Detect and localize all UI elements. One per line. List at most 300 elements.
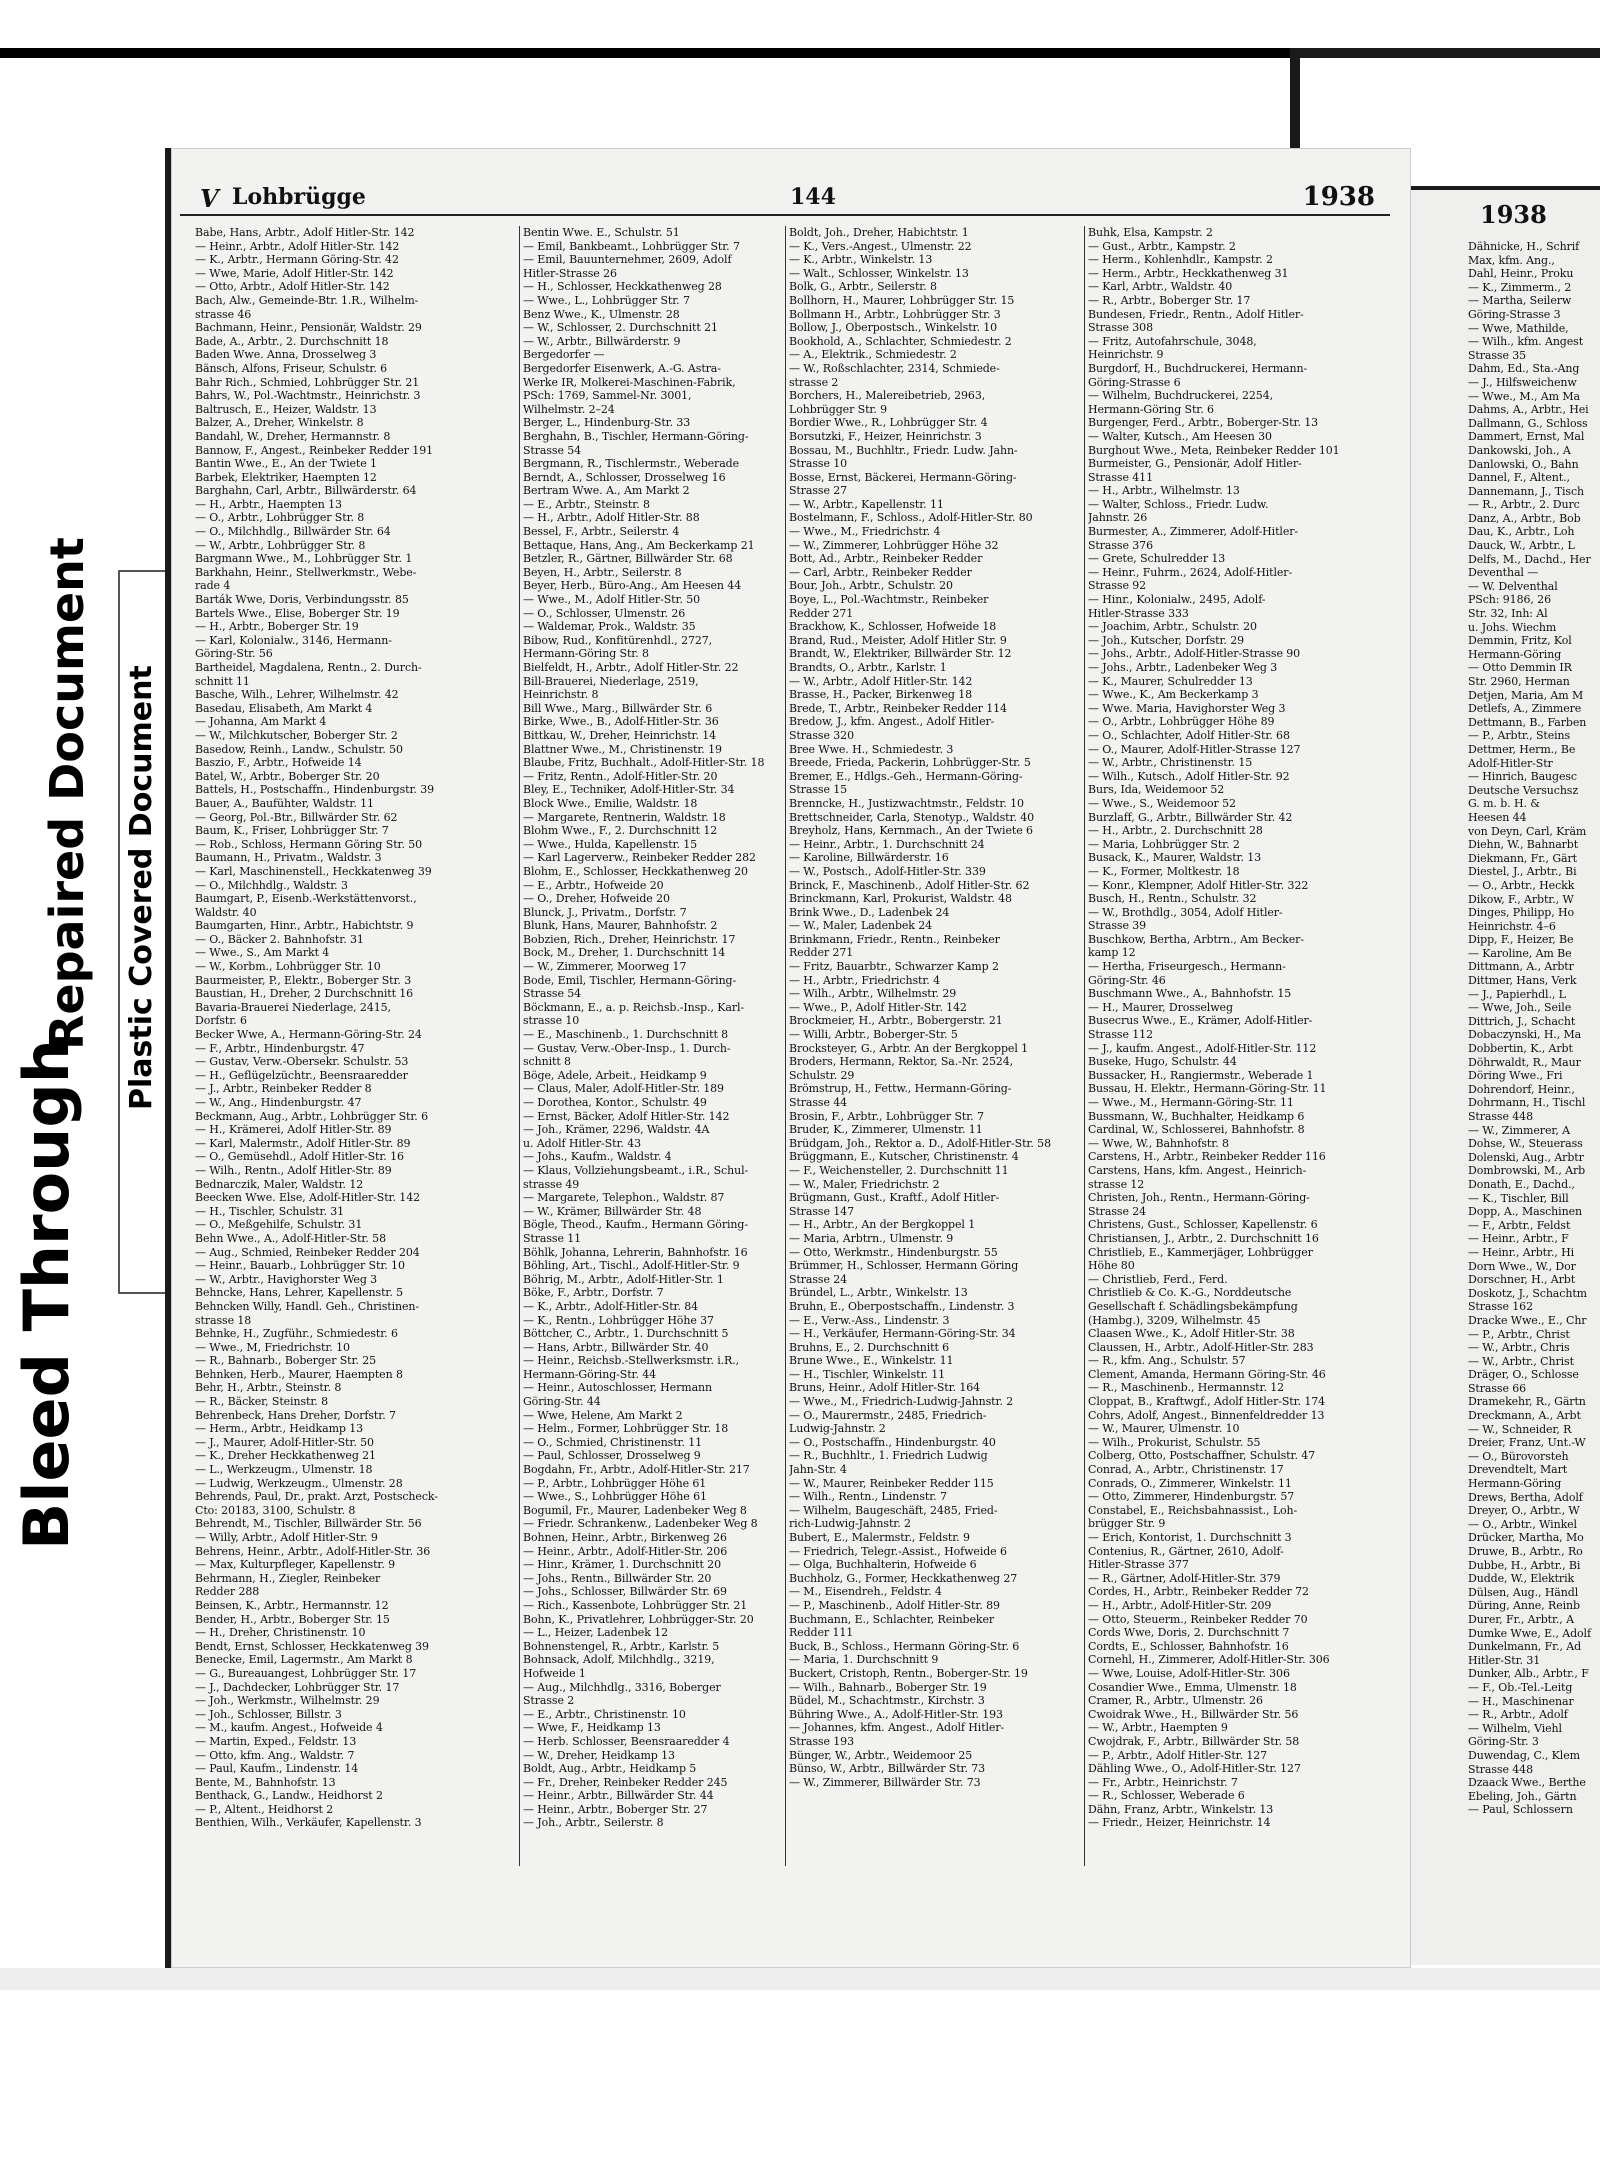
directory-entry: Behrmann, H., Ziegler, Reinbeker	[195, 1571, 381, 1585]
facing-page-entry: Dahl, Heinr., Proku	[1468, 267, 1574, 281]
directory-entry: — W., Maler, Friedrichstr. 2	[789, 1177, 940, 1191]
facing-page-entry: — P., Arbtr., Christ	[1468, 1327, 1570, 1341]
directory-entry: Brettschneider, Carla, Stenotyp., Waldstr. 40	[789, 810, 1035, 824]
directory-entry: — K., Arbtr., Adolf-Hitler-Str. 84	[523, 1299, 699, 1313]
facing-page-entry: — R., Arbtr., 2. Durc	[1468, 498, 1580, 512]
directory-entry: Breyholz, Hans, Kernmach., An der Twiete 6	[789, 824, 1033, 838]
facing-page-entry: Strasse 448	[1468, 1110, 1533, 1123]
directory-entry: Göring-Str. 56	[195, 647, 273, 661]
directory-entry: — Martin, Exped., Feldstr. 13	[195, 1734, 357, 1748]
facing-page-entry: — Martha, Seilerw	[1468, 294, 1572, 308]
facing-page-entry: Dräger, O., Schlosse	[1468, 1368, 1579, 1382]
directory-entry: Becker Wwe, A., Hermann-Göring-Str. 24	[195, 1028, 422, 1042]
directory-entry: Behrens, Heinr., Arbtr., Adolf-Hitler-Str. 36	[195, 1544, 431, 1558]
directory-entry: — Maria, Lohbrügger Str. 2	[1088, 837, 1240, 851]
directory-entry: — Hans, Arbtr., Billwärder Str. 40	[523, 1340, 709, 1354]
directory-entry: — O., Milchhdlg., Billwärder Str. 64	[195, 525, 391, 539]
facing-page-entry: Dittrich, J., Schacht	[1468, 1014, 1576, 1028]
facing-page-entry: Dorschner, H., Arbt	[1468, 1273, 1576, 1287]
facing-page-entry: — Paul, Schlossern	[1468, 1803, 1573, 1817]
facing-page-entry: — Wilh., kfm. Angest	[1468, 335, 1584, 349]
directory-entry: Bauer, A., Baufühter, Waldstr. 11	[195, 796, 374, 810]
facing-page-entry: — Hinrich, Baugesc	[1468, 770, 1577, 784]
directory-entry: strasse 18	[195, 1313, 252, 1327]
directory-entry: Claasen Wwe., K., Adolf Hitler-Str. 38	[1088, 1327, 1295, 1341]
directory-entry: Hermann-Göring Str. 6	[1088, 402, 1214, 416]
directory-entry: Strasse 24	[1088, 1204, 1147, 1218]
directory-entry: — H., Verkäufer, Hermann-Göring-Str. 34	[789, 1327, 1016, 1341]
directory-entry: Schulstr. 29	[789, 1068, 855, 1082]
directory-entry: Bohn, K., Privatlehrer, Lohbrügger-Str. 20	[523, 1612, 754, 1626]
directory-entry: strasse 46	[195, 307, 252, 321]
directory-entry: — H., Arbtr., An der Bergkoppel 1	[789, 1218, 976, 1232]
directory-entry: Hitler-Strasse 377	[1088, 1558, 1189, 1572]
directory-entry: — Emil, Bauunternehmer, 2609, Adolf	[523, 253, 732, 267]
directory-entry: — Konr., Klempner, Adolf Hitler-Str. 322	[1088, 878, 1309, 892]
directory-entry: — Otto, Werkmstr., Hindenburgstr. 55	[789, 1245, 998, 1259]
directory-entry: Basedow, Reinh., Landw., Schulstr. 50	[195, 742, 403, 756]
facing-page-entry: Drevendtelt, Mart	[1468, 1463, 1568, 1477]
directory-entry: — Ludwig, Werkzeugm., Ulmenstr. 28	[195, 1476, 403, 1490]
facing-page-entry: Str. 32, Inh: Al	[1468, 607, 1548, 621]
facing-page-entry: Dumke Wwe, E., Adolf	[1468, 1626, 1591, 1640]
directory-entry: Bley, E., Techniker, Adolf-Hitler-Str. 34	[523, 783, 735, 797]
directory-entry: Basche, Wilh., Lehrer, Wilhelmstr. 42	[195, 688, 399, 702]
bleed-through-label: Bleed Through	[10, 1039, 83, 1550]
directory-entry: — Helm., Former, Lohbrügger Str. 18	[523, 1422, 729, 1436]
directory-entry: — H., Arbtr., Friedrichstr. 4	[789, 973, 940, 987]
directory-entry: Bahrs, W., Pol.-Wachtmstr., Heinrichstr. 3	[195, 389, 421, 403]
directory-entry: — Otto, kfm. Ang., Waldstr. 7	[195, 1748, 355, 1762]
directory-entry: — H., Arbtr., Adolf-Hitler-Str. 209	[1088, 1598, 1272, 1612]
directory-entry: Cornehl, H., Zimmerer, Adolf-Hitler-Str. 306	[1088, 1653, 1330, 1667]
directory-entry: — Wwe., M., Friedrichstr. 4	[789, 525, 941, 539]
directory-entry: — Wwe, Helene, Am Markt 2	[523, 1408, 683, 1422]
directory-entry: — J., kaufm. Angest., Adolf-Hitler-Str. 112	[1088, 1041, 1317, 1055]
directory-entry: — W., Arbtr., Kapellenstr. 11	[789, 497, 944, 511]
facing-page-entry: Strasse 162	[1468, 1300, 1533, 1314]
directory-entry: Strasse 10	[789, 457, 848, 471]
directory-entry: — O., Postschaffn., Hindenburgstr. 40	[789, 1435, 996, 1449]
directory-entry: Böke, F., Arbtr., Dorfstr. 7	[523, 1286, 664, 1300]
directory-entry: Basedau, Elisabeth, Am Markt 4	[195, 701, 373, 715]
directory-entry: — H., Schlosser, Heckkathenweg 28	[523, 280, 722, 294]
directory-entry: — Heinr., Arbtr., Billwärder Str. 44	[523, 1789, 714, 1803]
directory-entry: — Wwe., M, Friedrichstr. 10	[195, 1340, 350, 1354]
facing-page-entry: Dreier, Franz, Unt.-W	[1468, 1436, 1586, 1450]
directory-entry: Bobzien, Rich., Dreher, Heinrichstr. 17	[523, 932, 736, 946]
directory-entry: — Karl, Kolonialw., 3146, Hermann-	[195, 633, 392, 647]
directory-entry: Constabel, E., Reichsbahnassist., Loh-	[1088, 1503, 1298, 1517]
directory-entry: Bavaria-Brauerei Niederlage, 2415,	[195, 1000, 391, 1014]
directory-entry: strasse 49	[523, 1177, 580, 1191]
directory-entry: Contenius, R., Gärtner, 2610, Adolf-	[1088, 1544, 1284, 1558]
directory-entry: Bendt, Ernst, Schlosser, Heckkatenweg 39	[195, 1639, 429, 1653]
directory-entry: Brügmann, Gust., Kraftf., Adolf Hitler-	[789, 1191, 1000, 1205]
directory-entry: — Joh., Kutscher, Dorfstr. 29	[1088, 633, 1245, 647]
directory-entry: — J., Maurer, Adolf-Hitler-Str. 50	[195, 1435, 374, 1449]
directory-entry: Cohrs, Adolf, Angest., Binnenfeldredder 13	[1088, 1408, 1325, 1422]
directory-entry: Bossau, M., Buchhltr., Friedr. Ludw. Jahn-	[789, 443, 1018, 457]
directory-entry: Bock, M., Dreher, 1. Durchschnitt 14	[523, 946, 726, 960]
directory-entry: Hitler-Strasse 333	[1088, 606, 1189, 620]
directory-entry: Broders, Hermann, Rektor, Sa.-Nr. 2524,	[789, 1055, 1014, 1069]
directory-entry: — Rob., Schloss, Hermann Göring Str. 50	[195, 837, 423, 851]
directory-entry: — E., Arbtr., Christinenstr. 10	[523, 1707, 686, 1721]
facing-page-entry: Dannemann, J., Tisch	[1468, 484, 1584, 498]
directory-entry: Strasse 147	[789, 1204, 854, 1218]
directory-entry: — Fritz, Bauarbtr., Schwarzer Kamp 2	[789, 960, 999, 974]
facing-page-entry: Düring, Anne, Reinb	[1468, 1599, 1580, 1613]
facing-page-entry: Dombrowski, M., Arb	[1468, 1164, 1586, 1178]
directory-entry: — Wilhelm, Baugeschäft, 2485, Fried-	[789, 1503, 998, 1517]
directory-entry: — Ernst, Bäcker, Adolf Hitler-Str. 142	[523, 1109, 730, 1123]
directory-entry: — Willy, Arbtr., Adolf Hitler-Str. 9	[195, 1531, 378, 1544]
directory-entry: — Erich, Kontorist, 1. Durchschnitt 3	[1088, 1531, 1292, 1544]
directory-entry: Bussau, H. Elektr., Hermann-Göring-Str. 11	[1088, 1082, 1327, 1096]
directory-entry: Blattner Wwe., M., Christinenstr. 19	[523, 742, 722, 756]
directory-entry: — Johs., Arbtr., Adolf-Hitler-Strasse 90	[1088, 647, 1301, 661]
directory-entry: Brüggmann, E., Kutscher, Christinenstr. 4	[789, 1150, 1019, 1164]
directory-entry: — H., Dreher, Christinenstr. 10	[195, 1626, 366, 1640]
facing-page-entry: Strasse 448	[1468, 1762, 1533, 1776]
directory-entry: — H., Geflügelzüchtr., Beensraaredder	[195, 1068, 408, 1082]
directory-entry: Strasse 44	[789, 1096, 848, 1109]
directory-entry: Hitler-Strasse 26	[523, 266, 617, 280]
facing-page-entry: Dettmann, B., Farben	[1468, 715, 1587, 729]
directory-entry: Balzer, A., Dreher, Winkelstr. 8	[195, 416, 364, 430]
directory-entry: — Christlieb, Ferd., Ferd.	[1088, 1272, 1228, 1286]
directory-entry: Bremer, E., Hdlgs.-Geh., Hermann-Göring-	[789, 769, 1023, 783]
facing-page-entry: Strasse 35	[1468, 348, 1527, 362]
facing-page-entry: Strasse 66	[1468, 1381, 1527, 1395]
directory-entry: Strasse 320	[789, 728, 854, 742]
directory-entry: Brackhow, K., Schlosser, Hofweide 18	[789, 620, 997, 634]
directory-entry: Gesellschaft f. Schädlingsbekämpfung	[1088, 1299, 1298, 1313]
page-header	[180, 178, 1390, 216]
directory-entry: Busack, K., Maurer, Waldstr. 13	[1088, 851, 1262, 865]
facing-page-entry: — Wwe, Mathilde,	[1468, 321, 1569, 335]
directory-entry: — Wilh., Rentn., Lindenstr. 7	[789, 1490, 947, 1504]
facing-page-entry: Dannel, F., Altent.,	[1468, 471, 1570, 485]
directory-entry: — Friedr. Schrankenw., Ladenbeker Weg 8	[523, 1517, 758, 1531]
directory-entry: — Maria, Arbtrn., Ulmenstr. 9	[789, 1231, 954, 1245]
directory-entry: Bour, Joh., Arbtr., Schulstr. 20	[789, 579, 953, 593]
directory-entry: — R., Bäcker, Steinstr. 8	[195, 1395, 328, 1409]
directory-entry: Benthack, G., Landw., Heidhorst 2	[195, 1789, 383, 1803]
directory-entry: Böttcher, C., Arbtr., 1. Durchschnitt 5	[523, 1327, 729, 1341]
directory-entry: Cosandier Wwe., Emma, Ulmenstr. 18	[1088, 1680, 1297, 1694]
directory-entry: Strasse 112	[1088, 1028, 1153, 1042]
directory-entry: — Emil, Bankbeamt., Lohbrügger Str. 7	[523, 239, 740, 253]
directory-entry: — Friedrich, Telegr.-Assist., Hofweide 6	[789, 1544, 1007, 1558]
directory-entry: — Claus, Maler, Adolf-Hitler-Str. 189	[523, 1082, 724, 1096]
directory-entry: Beyen, H., Arbtr., Seilerstr. 8	[523, 565, 682, 579]
directory-entry: — Carl, Arbtr., Reinbeker Redder	[789, 565, 972, 579]
directory-entry: Böckmann, E., a. p. Reichsb.-Insp., Karl-	[523, 1000, 745, 1014]
directory-entry: Strasse 411	[1088, 470, 1153, 484]
directory-entry: Höhe 80	[1088, 1259, 1135, 1273]
directory-entry: Bergmann, R., Tischlermstr., Weberade	[523, 457, 740, 471]
directory-entry: Burgdorf, H., Buchdruckerei, Hermann-	[1088, 361, 1308, 375]
directory-entry: Göring-Str. 46	[1088, 973, 1166, 987]
directory-entry: Christen, Joh., Rentn., Hermann-Göring-	[1088, 1191, 1310, 1205]
directory-entry: Behncke, Hans, Lehrer, Kapellenstr. 5	[195, 1286, 404, 1300]
directory-entry: Bode, Emil, Tischler, Hermann-Göring-	[523, 973, 737, 987]
facing-page-entry: Dohrendorf, Heinr.,	[1468, 1082, 1575, 1096]
facing-page-entry: Danz, A., Arbtr., Bob	[1468, 511, 1581, 525]
directory-entry: schnitt 8	[523, 1055, 571, 1069]
directory-entry: — P., Arbtr., Lohbrügger Höhe 61	[523, 1476, 707, 1490]
facing-page-entry: — Heinr., Arbtr., F	[1468, 1232, 1569, 1246]
directory-entry: — Max, Kulturpfleger, Kapellenstr. 9	[195, 1558, 396, 1572]
directory-entry: Burs, Ida, Weidemoor 52	[1088, 783, 1225, 797]
facing-page-entry: Deventhal —	[1468, 566, 1539, 580]
directory-entry: Brandts, O., Arbtr., Karlstr. 1	[789, 661, 947, 674]
facing-page-entry: Dammert, Ernst, Mal	[1468, 430, 1585, 444]
directory-entry: — Herm., Arbtr., Heckkathenweg 31	[1088, 266, 1289, 280]
directory-entry: — O., Arbtr., Lohbrügger Str. 8	[195, 511, 365, 525]
directory-entry: — Margarete, Rentnerin, Waldstr. 18	[523, 810, 726, 824]
directory-entry: Borsutzki, F., Heizer, Heinrichstr. 3	[789, 429, 982, 443]
directory-entry: — Johs., Kaufm., Waldstr. 4	[523, 1150, 672, 1164]
directory-entry: Bohnenstengel, R., Arbtr., Karlstr. 5	[523, 1639, 720, 1653]
directory-entry: — Heinr., Autoschlosser, Hermann	[523, 1381, 713, 1395]
directory-entry: Bielfeldt, H., Arbtr., Adolf Hitler-Str. 22	[523, 661, 739, 674]
directory-entry: Behn Wwe., A., Adolf-Hitler-Str. 58	[195, 1231, 386, 1245]
directory-entry: — O., Schlosser, Ulmenstr. 26	[523, 606, 686, 620]
directory-entry: Carstens, H., Arbtr., Reinbeker Redder 116	[1088, 1150, 1326, 1164]
directory-entry: — Wilhelm, Buchdruckerei, 2254,	[1088, 389, 1273, 403]
directory-entry: Bogdahn, Fr., Arbtr., Adolf-Hitler-Str. 217	[523, 1463, 750, 1477]
directory-entry: Behrendt, M., Tischler, Billwärder Str. 56	[195, 1517, 422, 1531]
directory-entry: Böhlk, Johanna, Lehrerin, Bahnhofstr. 16	[523, 1245, 748, 1259]
directory-entry: — Herm., Kohlenhdlr., Kampstr. 2	[1088, 253, 1273, 267]
directory-entry: — Gust., Arbtr., Kampstr. 2	[1088, 239, 1236, 253]
directory-entry: — J., Dachdecker, Lohbrügger Str. 17	[195, 1680, 400, 1694]
directory-entry: — Hinr., Krämer, 1. Durchschnitt 20	[523, 1558, 721, 1572]
directory-entry: Hermann-Göring-Str. 44	[523, 1367, 657, 1381]
facing-page-entry: Drücker, Martha, Mo	[1468, 1531, 1584, 1545]
directory-entry: Bargmann Wwe., M., Lohbrügger Str. 1	[195, 552, 413, 566]
facing-page-entry: — O., Bürovorsteh	[1468, 1449, 1569, 1463]
directory-entry: Bundesen, Friedr., Rentn., Adolf Hitler-	[1088, 307, 1304, 321]
directory-entry: — Karl, Maschinenstell., Heckkatenweg 39	[195, 864, 432, 878]
directory-entry: — F., Arbtr., Hindenburgstr. 47	[195, 1041, 365, 1055]
directory-entry: (Hambg.), 3209, Wilhelmstr. 45	[1088, 1313, 1261, 1327]
directory-entry: Bergedorfer Eisenwerk, A.-G. Astra-	[523, 361, 721, 375]
directory-column-4	[1088, 226, 1383, 1866]
directory-entry: — K., Dreher Heckkathenweg 21	[195, 1449, 376, 1463]
directory-entry: — W., Zimmerer, Lohbrügger Höhe 32	[789, 538, 999, 552]
directory-entry: Behrenbeck, Hans Dreher, Dorfstr. 7	[195, 1408, 396, 1422]
directory-entry: — O., Schmied, Christinenstr. 11	[523, 1435, 703, 1449]
directory-entry: u. Adolf Hitler-Str. 43	[523, 1136, 642, 1150]
facing-page-entry: Dzaack Wwe., Berthe	[1468, 1776, 1586, 1790]
directory-entry: Jahnstr. 26	[1088, 511, 1148, 525]
facing-page-entry: Detlefs, A., Zimmere	[1468, 702, 1582, 716]
facing-page-entry: Döring Wwe., Fri	[1468, 1069, 1563, 1083]
directory-entry: — Karl, Malermstr., Adolf Hitler-Str. 89	[195, 1136, 411, 1150]
directory-entry: Hofweide 1	[523, 1666, 586, 1680]
facing-page-entry: Donath, E., Dachd.,	[1468, 1177, 1575, 1191]
directory-entry: — Fr., Arbtr., Heinrichstr. 7	[1088, 1775, 1238, 1789]
directory-entry: — W., Maurer, Reinbeker Redder 115	[789, 1476, 994, 1490]
directory-entry: Cordes, H., Arbtr., Reinbeker Redder 72	[1088, 1585, 1309, 1599]
facing-page-entry: Diestel, J., Arbtr., Bi	[1468, 865, 1577, 879]
directory-entry: Bruhn, E., Oberpostschaffn., Lindenstr. 3	[789, 1299, 1015, 1313]
directory-entry: — W., Zimmerer, Billwärder Str. 73	[789, 1775, 981, 1789]
directory-entry: — Johanna, Am Markt 4	[195, 715, 327, 729]
facing-page-entry: Druwe, B., Arbtr., Ro	[1468, 1545, 1583, 1558]
directory-entry: — Joh., Krämer, 2296, Waldstr. 4A	[523, 1123, 710, 1137]
directory-entry: — W., Arbtr., Lohbrügger Str. 8	[195, 538, 366, 552]
directory-entry: Strasse 54	[523, 987, 582, 1001]
facing-page-entry: Göring-Str. 3	[1468, 1735, 1539, 1749]
directory-entry: — Wilh., Prokurist, Schulstr. 55	[1088, 1435, 1261, 1449]
directory-entry: Böhrig, M., Arbtr., Adolf-Hitler-Str. 1	[523, 1272, 724, 1286]
directory-entry: Clement, Amanda, Hermann Göring-Str. 46	[1088, 1367, 1326, 1381]
directory-entry: — W., Korbm., Lohbrügger Str. 10	[195, 960, 381, 974]
directory-entry: Bogumil, Fr., Maurer, Ladenbeker Weg 8	[523, 1503, 747, 1517]
directory-entry: Brinkmann, Friedr., Rentn., Reinbeker	[789, 932, 1000, 946]
directory-entry: Bednarczik, Maler, Waldstr. 12	[195, 1177, 364, 1191]
facing-page-entry: — H., Maschinenar	[1468, 1694, 1574, 1708]
directory-entry: Baumgart, P., Eisenb.-Werkstättenvorst.,	[195, 892, 417, 906]
directory-entry: Burgenger, Ferd., Arbtr., Boberger-Str. 13	[1088, 416, 1319, 430]
directory-entry: Bohnen, Heinr., Arbtr., Birkenweg 26	[523, 1531, 727, 1544]
directory-entry: — H., Arbtr., 2. Durchschnitt 28	[1088, 824, 1263, 838]
directory-column-2	[523, 226, 818, 1866]
directory-entry: — H., Tischler, Winkelstr. 11	[789, 1367, 946, 1381]
directory-entry: — A., Elektrik., Schmiedestr. 2	[789, 348, 957, 362]
directory-entry: — F., Weichensteller, 2. Durchschnitt 11	[789, 1163, 1009, 1177]
directory-entry: Bordier Wwe., R., Lohbrügger Str. 4	[789, 416, 988, 430]
directory-entry: — Heinr., Arbtr., Boberger Str. 27	[523, 1802, 708, 1816]
directory-entry: Bartheidel, Magdalena, Rentn., 2. Durch-	[195, 661, 422, 674]
directory-entry: Bender, H., Arbtr., Boberger Str. 15	[195, 1612, 390, 1626]
directory-entry: Lohbrügger Str. 9	[789, 402, 888, 416]
directory-entry: — Walter, Schloss., Friedr. Ludw.	[1088, 497, 1269, 511]
directory-entry: — K., Maurer, Schulredder 13	[1088, 674, 1253, 688]
directory-entry: Burzlaff, G., Arbtr., Billwärder Str. 42	[1088, 810, 1293, 824]
directory-entry: Blohm Wwe., F., 2. Durchschnitt 12	[523, 824, 718, 838]
directory-entry: Bruder, K., Zimmerer, Ulmenstr. 11	[789, 1123, 983, 1137]
directory-entry: Benthien, Wilh., Verkäufer, Kapellenstr. 3	[195, 1816, 422, 1830]
facing-page-entry: Dülsen, Aug., Händl	[1468, 1585, 1579, 1599]
facing-page-entry: — Otto Demmin IR	[1468, 661, 1572, 675]
facing-page-entry: Doskotz, J., Schachtm	[1468, 1286, 1587, 1300]
directory-entry: Bantin Wwe., E., An der Twiete 1	[195, 457, 377, 471]
directory-entry: — W., Arbtr., Billwärderstr. 9	[523, 334, 681, 348]
directory-entry: — Wwe., M., Friedrich-Ludwig-Jahnstr. 2	[789, 1395, 1014, 1409]
directory-entry: — H., Krämerei, Adolf Hitler-Str. 89	[195, 1123, 392, 1137]
facing-page-entry: Dohrmann, H., Tischl	[1468, 1096, 1586, 1110]
facing-page-entry: — W., Schneider, R	[1468, 1422, 1572, 1436]
directory-entry: rich-Ludwig-Jahnstr. 2	[789, 1517, 911, 1531]
facing-page-entry: Heinrichstr. 4–6	[1468, 919, 1556, 933]
directory-entry: — P., Altent., Heidhorst 2	[195, 1802, 334, 1816]
facing-page-entry: — R., Arbtr., Adolf	[1468, 1708, 1568, 1722]
directory-entry: Jahn-Str. 4	[789, 1463, 847, 1477]
directory-entry: — Fritz, Autofahrschule, 3048,	[1088, 334, 1257, 348]
directory-entry: Bittkau, W., Dreher, Heinrichstr. 14	[523, 728, 717, 742]
directory-entry: — K., Arbtr., Winkelstr. 13	[789, 253, 933, 267]
directory-entry: — Fritz, Rentn., Adolf-Hitler-Str. 20	[523, 769, 718, 783]
directory-entry: — R., Maschinenb., Hermannstr. 12	[1088, 1381, 1285, 1395]
facing-page-entry: — P., Arbtr., Steins	[1468, 729, 1571, 743]
directory-entry: — Paul, Kaufm., Lindenstr. 14	[195, 1762, 359, 1776]
directory-entry: Cords Wwe, Doris, 2. Durchschnitt 7	[1088, 1626, 1290, 1640]
directory-entry: — P., Maschinenb., Adolf Hitler-Str. 89	[789, 1598, 1000, 1612]
directory-entry: Christens, Gust., Schlosser, Kapellenstr. 6	[1088, 1218, 1318, 1232]
directory-entry: Werke IR, Molkerei-Maschinen-Fabrik,	[523, 375, 736, 389]
directory-entry: Cordts, E., Schlosser, Bahnhofstr. 16	[1088, 1639, 1289, 1653]
facing-page-entry: Duwendag, C., Klem	[1468, 1748, 1580, 1762]
directory-entry: — Heinr., Fuhrm., 2624, Adolf-Hitler-	[1088, 565, 1293, 579]
directory-entry: Buschmann Wwe., A., Bahnhofstr. 15	[1088, 987, 1292, 1001]
directory-entry: Burmeister, G., Pensionär, Adolf Hitler-	[1088, 457, 1302, 471]
directory-entry: Bandahl, W., Dreher, Hermannstr. 8	[195, 429, 391, 443]
directory-entry: Baden Wwe. Anna, Drosselweg 3	[195, 348, 377, 362]
directory-entry: Strasse 92	[1088, 579, 1147, 593]
directory-entry: — P., Arbtr., Adolf Hitler-Str. 127	[1088, 1748, 1268, 1762]
directory-entry: Hermann-Göring Str. 8	[523, 647, 649, 661]
directory-entry: Bollhorn, H., Maurer, Lohbrügger Str. 15	[789, 293, 1015, 307]
directory-entry: — R., kfm. Ang., Schulstr. 57	[1088, 1354, 1246, 1368]
directory-entry: — Wilh., Bahnarb., Boberger Str. 19	[789, 1680, 987, 1694]
directory-entry: — W., Arbtr., Havighorster Weg 3	[195, 1272, 378, 1286]
directory-entry: Buchmann, E., Schlachter, Reinbeker	[789, 1612, 995, 1626]
directory-entry: Blaube, Fritz, Buchhalt., Adolf-Hitler-Str. 18	[523, 756, 765, 770]
repaired-document-label: Repaired Document	[40, 537, 94, 1050]
facing-page-entry: Hermann-Göring	[1468, 1477, 1562, 1491]
directory-entry: Böge, Adele, Arbeit., Heidkamp 9	[523, 1068, 707, 1082]
directory-entry: Conrad, A., Arbtr., Christinenstr. 17	[1088, 1463, 1284, 1477]
directory-entry: Bibow, Rud., Konfitürenhdl., 2727,	[523, 633, 713, 647]
directory-entry: — Karl Lagerverw., Reinbeker Redder 282	[523, 851, 756, 865]
directory-entry: — K., Vers.-Angest., Ulmenstr. 22	[789, 239, 972, 253]
directory-entry: Bussmann, W., Buchhalter, Heidkamp 6	[1088, 1109, 1305, 1123]
plastic-covered-label: Plastic Covered Document	[124, 665, 159, 1110]
facing-page-entry: Ebeling, Joh., Gärtn	[1468, 1789, 1577, 1803]
directory-entry: Blunk, Hans, Maurer, Bahnhofstr. 2	[523, 919, 718, 933]
directory-entry: Ludwig-Jahnstr. 2	[789, 1422, 886, 1436]
directory-entry: — Paul, Schlosser, Drosselweg 9	[523, 1449, 701, 1463]
directory-entry: — Karoline, Billwärderstr. 16	[789, 851, 949, 865]
facing-page-entry: Dettmer, Herm., Be	[1468, 742, 1576, 756]
facing-page-entry: Hitler-Str. 31	[1468, 1653, 1541, 1667]
directory-entry: Brand, Rud., Meister, Adolf Hitler Str. 9	[789, 633, 1007, 647]
directory-entry: — E., Arbtr., Hofweide 20	[523, 878, 664, 892]
directory-entry: Redder 271	[789, 606, 854, 620]
directory-entry: Baurmeister, P., Elektr., Boberger Str. 3	[195, 973, 412, 987]
facing-page-entry: Dau, K., Arbtr., Loh	[1468, 525, 1575, 539]
directory-entry: Strasse 2	[523, 1694, 575, 1708]
facing-page-entry: Dauck, W., Arbtr., L	[1468, 539, 1575, 553]
directory-entry: Bergedorfer —	[523, 348, 605, 362]
facing-page-entry: Dreyer, O., Arbtr., W	[1468, 1504, 1580, 1518]
directory-entry: — H., Arbtr., Haempten 13	[195, 497, 342, 511]
facing-page-entry: — K., Zimmerm., 2	[1468, 280, 1572, 294]
directory-entry: — O., Schlachter, Adolf Hitler-Str. 68	[1088, 728, 1290, 742]
directory-entry: — Wwe., K., Am Beckerkamp 3	[1088, 688, 1259, 702]
directory-entry: Breede, Frieda, Packerin, Lohbrügger-Str. 5	[789, 756, 1031, 770]
directory-entry: — Walter, Kutsch., Am Heesen 30	[1088, 429, 1272, 443]
directory-entry: — R., Schlosser, Weberade 6	[1088, 1789, 1245, 1803]
directory-entry: Göring-Str. 44	[523, 1395, 601, 1409]
facing-page-entry: Dorn Wwe., W., Dor	[1468, 1259, 1576, 1273]
